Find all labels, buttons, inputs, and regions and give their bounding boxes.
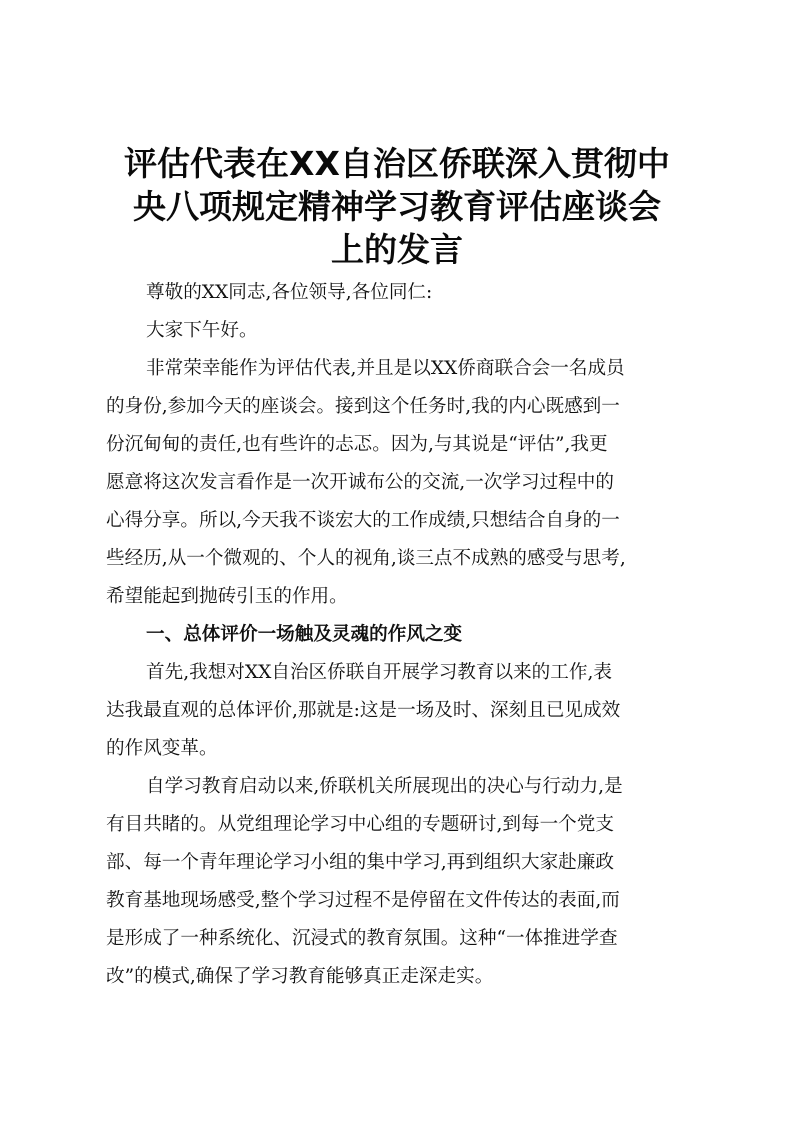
paragraph-line: 达我最直观的总体评价,那就是:这是一场及时、深刻且已见成效 bbox=[106, 700, 621, 721]
intro-paragraph bbox=[106, 350, 706, 616]
document-body bbox=[106, 274, 706, 996]
paragraph-line: 部、每一个青年理论学习小组的集中学习,再到组织大家赴廉政 bbox=[106, 852, 614, 873]
paragraph-line: 些经历,从一个微观的、个人的视角,谈三点不成熟的感受与思考, bbox=[106, 548, 626, 569]
paragraph-line: 的身份,参加今天的座谈会。接到这个任务时,我的内心既感到一 bbox=[106, 396, 620, 417]
title-line-2: 央八项规定精神学习教育评估座谈会 bbox=[133, 187, 661, 226]
paragraph-line: 愿意将这次发言看作是一次开诚布公的交流,一次学习过程中的 bbox=[106, 472, 614, 493]
paragraph-line: 有目共睹的。从党组理论学习中心组的专题研讨,到每一个党支 bbox=[106, 814, 614, 835]
paragraph-line: 非常荣幸能作为评估代表,并且是以XX侨商联合会一名成员 bbox=[146, 358, 625, 379]
activities-paragraph bbox=[106, 768, 706, 996]
paragraph-line: 改”的模式,确保了学习教育能够真正走深走实。 bbox=[106, 966, 494, 987]
paragraph-line: 希望能起到抛砖引玉的作用。 bbox=[106, 586, 348, 607]
salutation-line: 大家下午好。 bbox=[146, 320, 258, 341]
paragraph-line: 是形成了一种系统化、沉浸式的教育氛围。这种“一体推进学查 bbox=[106, 928, 618, 949]
evaluation-paragraph bbox=[106, 654, 706, 768]
section-heading-1: 一、总体评价一场触及灵魂的作风之变 bbox=[146, 624, 463, 645]
greeting-paragraph bbox=[106, 274, 706, 312]
salutation-paragraph bbox=[106, 312, 706, 350]
paragraph-line: 首先,我想对XX自治区侨联自开展学习教育以来的工作,表 bbox=[146, 662, 612, 683]
paragraph-line: 份沉甸甸的责任,也有些许的忐忑。因为,与其说是“评估”,我更 bbox=[106, 434, 608, 455]
document-title bbox=[100, 142, 694, 271]
greeting-line: 尊敬的XX同志,各位领导,各位同仁: bbox=[146, 282, 433, 303]
paragraph-line: 教育基地现场感受,整个学习过程不是停留在文件传达的表面,而 bbox=[106, 890, 620, 911]
paragraph-line: 心得分享。所以,今天我不谈宏大的工作成绩,只想结合自身的一 bbox=[106, 510, 620, 531]
title-line-3: 上的发言 bbox=[331, 230, 463, 269]
title-line-1: 评估代表在XX自治区侨联深入贯彻中 bbox=[124, 144, 670, 183]
paragraph-line: 自学习教育启动以来,侨联机关所展现出的决心与行动力,是 bbox=[146, 776, 623, 797]
paragraph-line: 的作风变革。 bbox=[106, 738, 218, 759]
